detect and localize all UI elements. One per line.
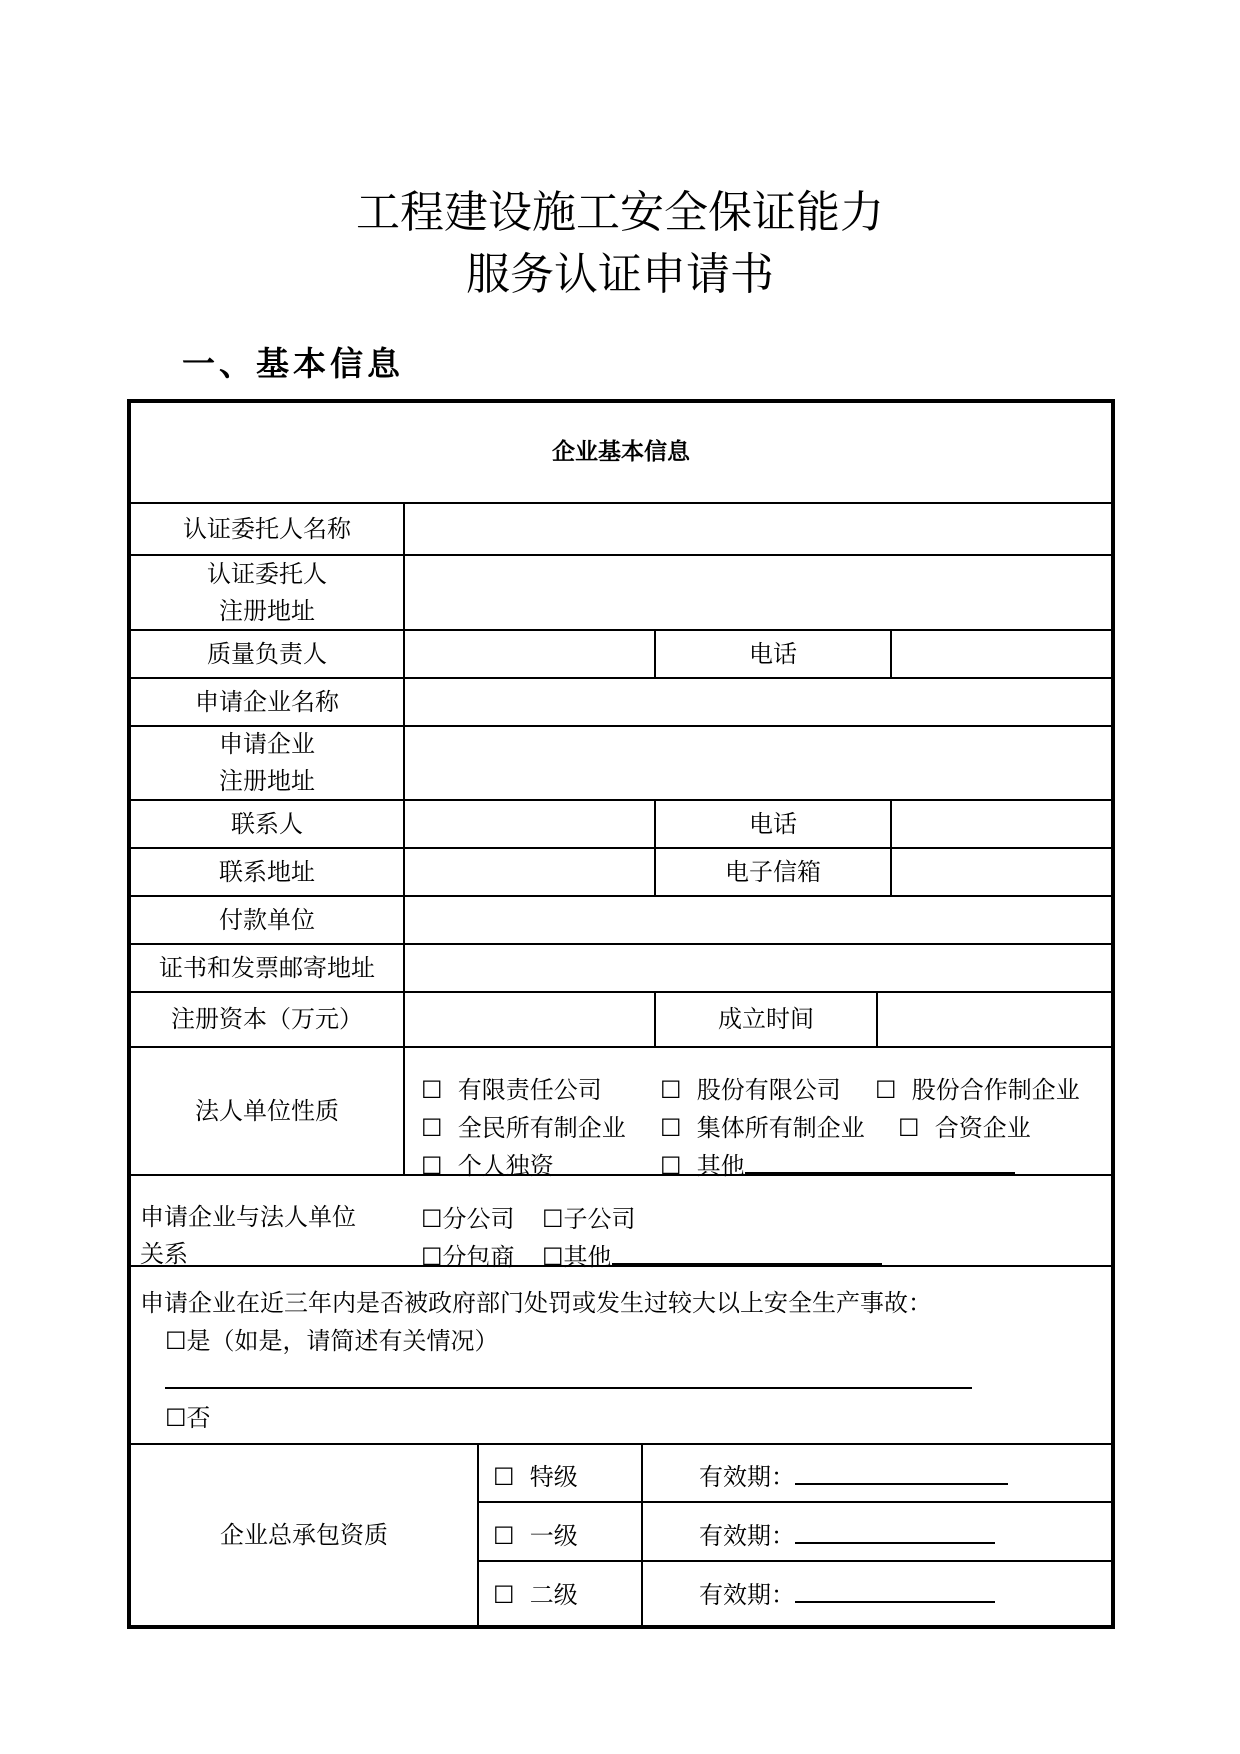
grade-two-option[interactable] xyxy=(493,1575,578,1610)
grade-special-label: 特级 xyxy=(529,1463,578,1491)
client-address-label-line2: 注册地址 xyxy=(219,596,315,625)
contact-person-value[interactable] xyxy=(405,801,654,847)
relation-label xyxy=(140,1199,356,1273)
nature-option-joint-venture[interactable] xyxy=(898,1108,1031,1143)
checkbox-icon[interactable]: ☐ xyxy=(898,1114,920,1142)
client-address-label-line1: 认证委托人 xyxy=(207,559,327,588)
relation-other-blank[interactable] xyxy=(612,1241,882,1265)
grade-two-validity xyxy=(699,1575,995,1610)
relation-option-subsidiary[interactable] xyxy=(542,1199,636,1234)
validity-blank[interactable] xyxy=(795,1520,995,1544)
payer-value[interactable] xyxy=(405,897,1111,943)
client-address-value[interactable] xyxy=(405,556,1111,629)
nature-option-limited-label: 有限责任公司 xyxy=(457,1076,602,1104)
checkbox-icon[interactable]: ☐ xyxy=(493,1581,515,1609)
quality-manager-label: 质量负责人 xyxy=(207,639,327,668)
relation-option-other[interactable] xyxy=(542,1237,882,1272)
relation-option-branch[interactable] xyxy=(421,1199,515,1234)
applicant-address-label-line2: 注册地址 xyxy=(219,767,315,795)
nature-option-state-owned-label: 全民所有制企业 xyxy=(457,1114,626,1142)
nature-option-sole-proprietor[interactable] xyxy=(421,1146,554,1181)
validity-label: 有效期： xyxy=(699,1463,795,1491)
client-address-label xyxy=(131,556,403,629)
validity-blank[interactable] xyxy=(795,1579,995,1603)
contact-address-label: 联系地址 xyxy=(219,857,315,886)
relation-option-other-label: 其他 xyxy=(563,1243,612,1271)
email-value[interactable] xyxy=(892,849,1111,895)
relation-label-line2: 关系 xyxy=(140,1240,188,1268)
section-heading: 一、基本信息 xyxy=(182,344,404,383)
checkbox-icon[interactable]: ☐ xyxy=(542,1205,564,1233)
checkbox-icon[interactable]: ☐ xyxy=(542,1243,564,1271)
accident-question: 申请企业在近三年内是否被政府部门处罚或发生过较大以上安全生产事故： xyxy=(140,1289,932,1317)
accident-description-line[interactable] xyxy=(165,1387,972,1389)
contact-person-label: 联系人 xyxy=(231,809,303,838)
document-title-line2: 服务认证申请书 xyxy=(466,249,774,300)
grade-one-label: 一级 xyxy=(529,1522,578,1550)
nature-option-joint-stock[interactable] xyxy=(660,1070,841,1105)
checkbox-icon[interactable]: ☐ xyxy=(875,1076,897,1104)
checkbox-icon[interactable]: ☐ xyxy=(421,1243,443,1271)
relation-option-subcontractor[interactable] xyxy=(421,1237,515,1272)
checkbox-icon[interactable]: ☐ xyxy=(493,1522,515,1550)
contact-address-value[interactable] xyxy=(405,849,654,895)
nature-option-collective-label: 集体所有制企业 xyxy=(696,1114,865,1142)
applicant-address-label-line1: 申请企业 xyxy=(219,730,315,758)
validity-label: 有效期： xyxy=(699,1522,795,1550)
nature-option-other-label: 其他 xyxy=(696,1152,745,1180)
nature-option-cooperative-label: 股份合作制企业 xyxy=(911,1076,1080,1104)
nature-option-other[interactable] xyxy=(660,1146,1015,1181)
validity-blank[interactable] xyxy=(795,1461,1008,1485)
checkbox-icon[interactable]: ☐ xyxy=(421,1205,443,1233)
checkbox-icon[interactable]: ☐ xyxy=(493,1463,515,1491)
checkbox-icon[interactable]: ☐ xyxy=(660,1076,682,1104)
checkbox-icon[interactable]: ☐ xyxy=(421,1114,443,1142)
checkbox-icon[interactable]: ☐ xyxy=(165,1327,187,1355)
registered-capital-label: 注册资本（万元） xyxy=(171,1005,363,1033)
document-title-line1: 工程建设施工安全保证能力 xyxy=(356,187,884,238)
mailing-address-label: 证书和发票邮寄地址 xyxy=(159,953,375,982)
validity-label: 有效期： xyxy=(699,1581,795,1609)
nature-option-joint-stock-label: 股份有限公司 xyxy=(696,1076,841,1104)
basic-info-form xyxy=(127,399,1115,1629)
relation-option-subcontractor-label: 分包商 xyxy=(442,1243,515,1271)
mailing-address-value[interactable] xyxy=(405,945,1111,991)
quality-manager-value[interactable] xyxy=(405,631,654,677)
registered-capital-value[interactable] xyxy=(405,993,654,1046)
accident-yes-option[interactable] xyxy=(165,1321,499,1356)
grade-one-option[interactable] xyxy=(493,1516,578,1551)
checkbox-icon[interactable]: ☐ xyxy=(660,1114,682,1142)
grade-special-option[interactable] xyxy=(493,1457,578,1492)
established-time-label: 成立时间 xyxy=(718,1005,814,1033)
checkbox-icon[interactable]: ☐ xyxy=(660,1152,682,1180)
nature-option-state-owned[interactable] xyxy=(421,1108,626,1143)
checkbox-icon[interactable]: ☐ xyxy=(165,1404,187,1432)
nature-option-sole-proprietor-label: 个人独资 xyxy=(457,1152,554,1180)
relation-option-subsidiary-label: 子公司 xyxy=(563,1205,636,1233)
nature-option-collective[interactable] xyxy=(660,1108,865,1143)
applicant-address-value[interactable] xyxy=(405,727,1111,799)
established-time-value[interactable] xyxy=(878,993,1111,1046)
table-header: 企业基本信息 xyxy=(552,439,690,465)
qualification-label: 企业总承包资质 xyxy=(220,1520,388,1549)
applicant-name-label: 申请企业名称 xyxy=(195,687,339,716)
grade-special-validity xyxy=(699,1457,1008,1492)
nature-option-joint-venture-label: 合资企业 xyxy=(934,1114,1031,1142)
checkbox-icon[interactable]: ☐ xyxy=(421,1076,443,1104)
relation-label-line1: 申请企业与法人单位 xyxy=(140,1203,356,1231)
quality-manager-phone-label: 电话 xyxy=(749,639,797,668)
nature-other-blank[interactable] xyxy=(745,1150,1015,1174)
contact-phone-label: 电话 xyxy=(749,809,797,838)
accident-no-option[interactable] xyxy=(165,1398,211,1433)
accident-yes-label: 是（如是，请简述有关情况） xyxy=(186,1327,499,1355)
accident-no-label: 否 xyxy=(186,1404,211,1432)
nature-option-cooperative[interactable] xyxy=(875,1070,1080,1105)
applicant-name-value[interactable] xyxy=(405,679,1111,725)
quality-manager-phone-value[interactable] xyxy=(892,631,1111,677)
contact-phone-value[interactable] xyxy=(892,801,1111,847)
applicant-address-label xyxy=(131,727,403,799)
client-name-label: 认证委托人名称 xyxy=(183,514,351,543)
grade-two-label: 二级 xyxy=(529,1581,578,1609)
checkbox-icon[interactable]: ☐ xyxy=(421,1152,443,1180)
relation-option-branch-label: 分公司 xyxy=(442,1205,515,1233)
email-label: 电子信箱 xyxy=(725,857,821,886)
legal-nature-label: 法人单位性质 xyxy=(195,1096,339,1125)
payer-label: 付款单位 xyxy=(219,905,315,934)
client-name-value[interactable] xyxy=(405,504,1111,554)
grade-one-validity xyxy=(699,1516,995,1551)
nature-option-limited[interactable] xyxy=(421,1070,602,1105)
